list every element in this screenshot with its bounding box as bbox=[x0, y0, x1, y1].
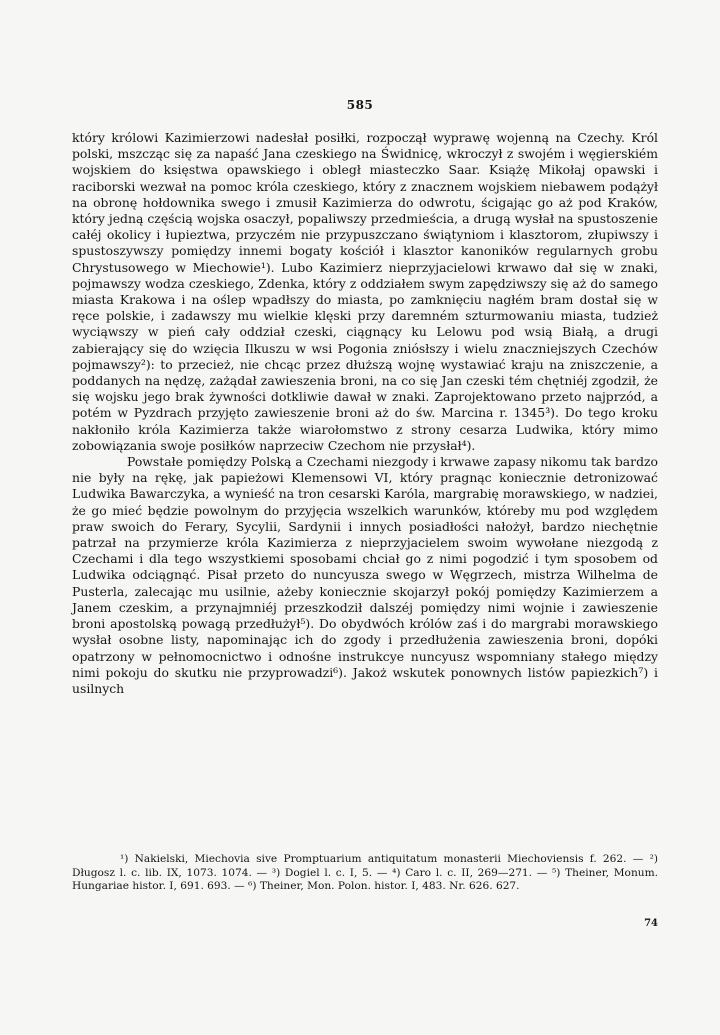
body-text bbox=[72, 130, 658, 697]
page-number: 585 bbox=[346, 98, 374, 112]
footnote-text: ¹) Nakielski, Miechovia sive Promptuarium antiquitatum monasterii Miechoviensis f. 262. — ²) Długosz l. c. lib. IX, 1073. 1074. — ³) Dogiel l. c. I, 5. — ⁴) Caro l. c. II, 269—271. — ⁵) Theiner, Monum. Hungariae histor. I, 691. 693. — ⁶) Theiner, Mon. Polon. histor. I, 483. Nr. 626. 627. bbox=[72, 853, 658, 893]
footnotes bbox=[72, 853, 658, 894]
paragraph-2: Powstałe pomiędzy Polską a Czechami niezgody i krwawe zapasy nikomu tak bardzo nie były na rękę, jak papieżowi Klemensowi VI, który pragnąc koniecznie detronizować Ludwika Bawarczyka, a wynieść na tron cesarski Karóla, margrabię morawskiego, w nadziei, że go mieć będzie powolnym do przyjęcia wszelkich warunków, któreby mu pod względem praw swoich do Ferary, Sycylii, Sardynii i innych posiadłości nałożył, bardzo niechętnie patrzał na przymierze króla Kazimierza z nieprzyjacielem swoim wywołane niezgodą z Czechami i dla tego wszystkiemi sposobami chciał go z nimi pogodzić i tym sposobem od Ludwika odciągnąć. Pisał przeto do nuncyusza swego w Węgrzech, mistrza Wilhelma de Pusterla, zalecając mu usilnie, ażeby koniecznie skojarzył pokój pomiędzy Kazimierzem a Janem czeskim, a przynajmniéj przeszkodził dalszéj pomiędzy nimi wojnie i zawieszenie broni apostolską powagą przedłużył⁵). Do obydwóch królów zaś i do margrabi morawskiego wysłał osobne listy, napominając ich do zgody i przedłużenia zawieszenia broni, dopóki opatrzony w pełnomocnictwo i odnośne instrukcye nuncyusz wspomniany stałego między nimi pokoju do skutku nie przyprowadzi⁶). Jakoż wskutek ponownych listów papiezkich⁷) i usilnych bbox=[72, 454, 658, 696]
paragraph-1: który królowi Kazimierzowi nadesłał posiłki, rozpoczął wyprawę wojenną na Czechy. Król polski, mszcząc się za napaść Jana czeskiego na Świdnicę, wkroczył z swojém i węgierskiém wojskiem do księstwa opawskiego i obległ miasteczko Saar. Książę Mikołaj opawski i raciborski wezwał na pomoc króla czeskiego, który z znacznem wojskiem niebawem podążył na obronę hołdownika swego i zmusił Kazimierza do odwrotu, ścigając go aż pod Kraków, który jedną częścią wojska osaczył, popaliwszy przedmieścia, a drugą wysłał na spustoszenie całéj okolicy i łupieztwa, przyczém nie przypuszczano świątyniom i klasztorom, złupiwszy i spustoszywszy pomiędzy innemi bogaty kościół i klasztor kanoników regularnych grobu Chrystusowego w Miechowie¹). Lubo Kazimierz nieprzyjacielowi krwawo dał się w znaki, pojmawszy wodza czeskiego, Zdenka, który z oddziałem swym zapędziwszy się aż do samego miasta Krakowa i na oślep wpadłszy do miasta, po zamknięciu nagłém bram dostał się w ręce polskie, i zadawszy mu wielkie klęski przy daremném szturmowaniu miasta, tudzież wyciąwszy w pień cały oddział czeski, ciągnący ku Lelowu pod wsią Białą, a drugi zabierający się do wzięcia Ilkuszu w wsi Pogonia zniósłszy i wielu znaczniejszych Czechów pojmawszy²): to przecież, nie chcąc przez dłuższą wojnę wystawiać kraju na zniszczenie, a poddanych na nędzę, zażądał zawieszenia broni, na co się Jan czeski tém chętniéj zgodził, że się wojsku jego brak żywności dotkliwie dawał w znaki. Zaprojektowano przeto najprzód, a potém w Pyzdrach przyjęto zawieszenie broni aż do św. Marcina r. 1345³). Do tego kroku nakłoniło króla Kazimierza także wiarołomstwo z strony cesarza Ludwika, który mimo zobowiązania swoje posiłków naprzeciw Czechom nie przysłał⁴). bbox=[72, 130, 658, 453]
signature-mark: 74 bbox=[644, 918, 658, 929]
